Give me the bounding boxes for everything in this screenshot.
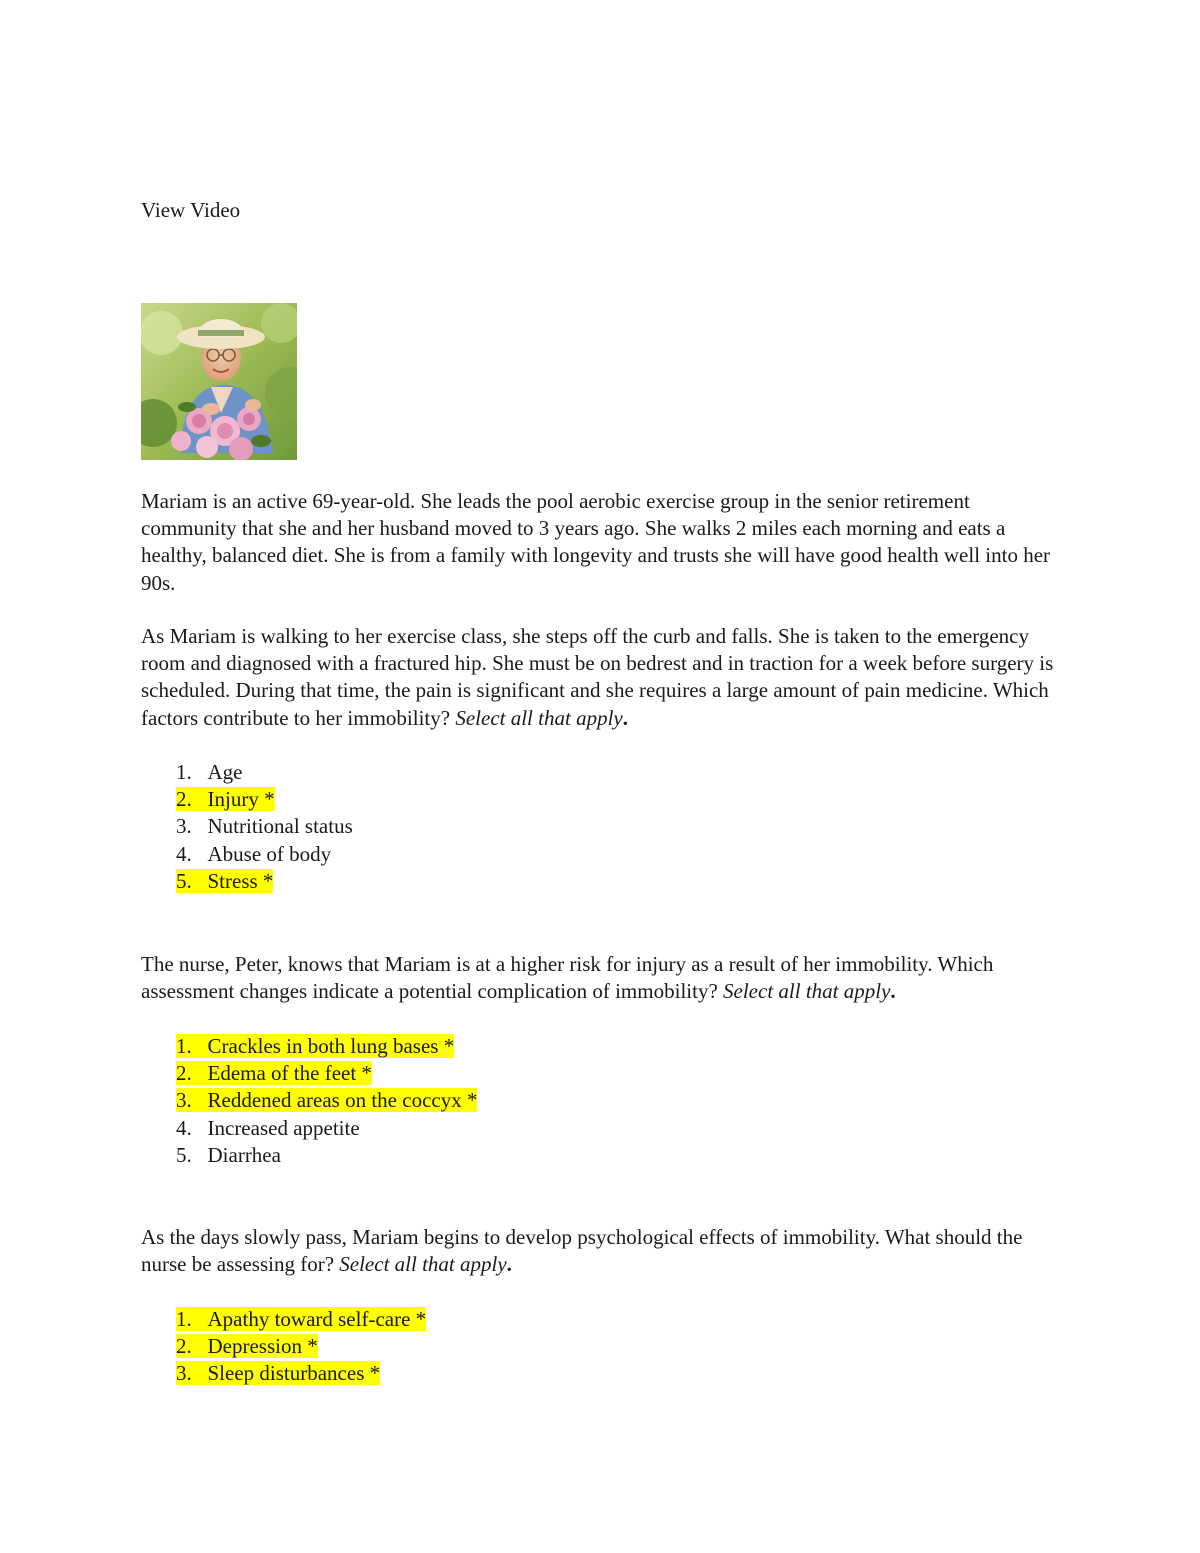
option-number: 2.: [176, 1334, 192, 1359]
question-2-options: [141, 1033, 477, 1169]
question-2-stem: [141, 951, 1066, 1005]
answer-highlight: [176, 1061, 372, 1085]
answer-highlight: [176, 787, 275, 811]
option-text: Age: [207, 760, 243, 784]
option-number: 2.: [176, 787, 192, 812]
option-text: Reddened areas on the coccyx *: [207, 1088, 478, 1113]
list-item: [141, 1360, 426, 1387]
option-number: 4.: [176, 841, 192, 866]
option-number: 1.: [176, 760, 192, 784]
answer-highlight: [176, 1307, 426, 1331]
option-text: Apathy toward self-care *: [207, 1307, 427, 1331]
option-number: 2.: [176, 1061, 192, 1086]
option-text: Edema of the feet *: [207, 1061, 372, 1086]
question-3-end-mark: .: [506, 1252, 512, 1277]
option-text: Crackles in both lung bases *: [207, 1034, 455, 1058]
question-1-text: As Mariam is walking to her exercise class, she steps off the curb and falls. She is taken to the emergency room and diagnosed with a fractured hip. She must be on bedrest and in traction for a week before surgery is scheduled. During that time, the pain is significant and she requires a large amount of pain medicine. Which factors contribute to her immobility?: [141, 624, 1054, 730]
answer-highlight: [176, 869, 273, 893]
option-q3-3: [141, 1360, 380, 1387]
option-text: Injury *: [207, 787, 275, 812]
option-number: 3.: [176, 1088, 192, 1113]
gardener-photo: [141, 303, 297, 460]
option-number: 3.: [176, 1361, 192, 1386]
option-text: Stress *: [207, 868, 274, 893]
list-item: [141, 813, 353, 840]
list-item: [141, 1087, 477, 1114]
option-q2-2: [141, 1060, 372, 1087]
option-number: 3.: [176, 814, 192, 839]
question-3-instruction: Select all that apply: [339, 1252, 507, 1277]
question-2-end-mark: .: [890, 979, 896, 1004]
list-item: [141, 1033, 477, 1060]
list-item: [141, 1306, 426, 1333]
question-3-options: [141, 1306, 426, 1388]
option-number: 1.: [176, 1307, 192, 1331]
option-q2-1: [141, 1033, 454, 1060]
option-q2-5: [141, 1142, 281, 1169]
option-number: 5.: [176, 868, 192, 893]
list-item: [141, 1333, 426, 1360]
list-item: [141, 1115, 477, 1142]
option-q1-4: [141, 841, 331, 868]
answer-highlight: [176, 1034, 454, 1058]
intro-paragraph: Mariam is an active 69-year-old. She leads the pool aerobic exercise group in the senior retirement community that she and her husband moved to 3 years ago. She walks 2 miles each morning and eats a healthy, balanced diet. She is from a family with longevity and trusts she will have good health well into her 90s.: [141, 489, 1051, 595]
list-item: [141, 786, 353, 813]
list-item: [141, 1060, 477, 1087]
option-number: 5.: [176, 1142, 192, 1167]
question-2-text: The nurse, Peter, knows that Mariam is at a higher risk for injury as a result of her immobility. Which assessment changes indicate a potential complication of immobility?: [141, 952, 994, 1004]
option-q1-3: [141, 813, 353, 840]
list-item: [141, 759, 353, 786]
option-number: 4.: [176, 1115, 192, 1140]
question-2-instruction: Select all that apply: [723, 979, 891, 1004]
option-text: Diarrhea: [207, 1142, 281, 1167]
option-q1-5: [141, 868, 273, 895]
view-video-link[interactable]: View Video: [141, 198, 241, 222]
option-text: Depression *: [207, 1334, 318, 1359]
question-1-end-mark: .: [622, 705, 628, 730]
option-text: Sleep disturbances *: [207, 1361, 381, 1386]
question-1-stem: [141, 623, 1066, 732]
answer-highlight: [176, 1334, 318, 1358]
option-q3-2: [141, 1333, 318, 1360]
option-text: Nutritional status: [207, 814, 353, 839]
option-q1-1: [141, 759, 243, 786]
list-item: [141, 868, 353, 895]
option-q2-3: [141, 1087, 477, 1114]
option-text: Increased appetite: [207, 1115, 360, 1140]
list-item: [141, 1142, 477, 1169]
answer-highlight: [176, 1088, 477, 1112]
option-q3-1: [141, 1306, 426, 1333]
option-number: 1.: [176, 1034, 192, 1058]
answer-highlight: [176, 1361, 380, 1385]
option-text: Abuse of body: [207, 841, 332, 866]
list-item: [141, 841, 353, 868]
question-3-stem: [141, 1224, 1066, 1278]
question-1-options: [141, 759, 353, 895]
option-q1-2: [141, 786, 275, 813]
question-1-instruction: Select all that apply: [455, 705, 623, 730]
question-3-text: As the days slowly pass, Mariam begins to develop psychological effects of immobility. What should the nurse be assessing for?: [141, 1225, 1023, 1277]
option-q2-4: [141, 1115, 360, 1142]
